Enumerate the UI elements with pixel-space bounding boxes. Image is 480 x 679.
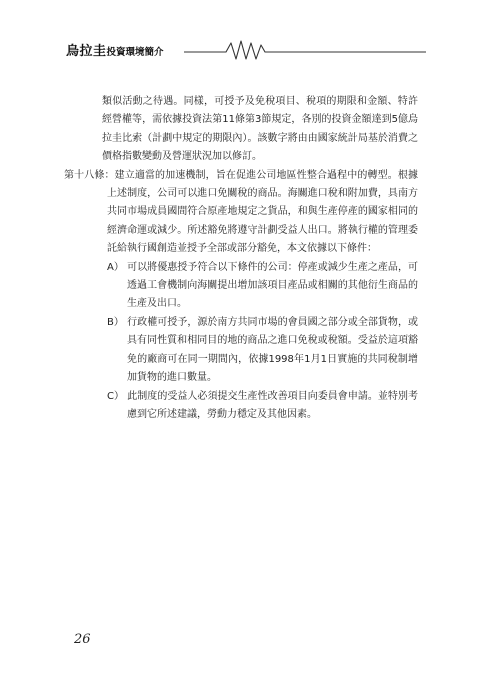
list-item-b: B） 行政權可授予，源於南方共同市場的會員國之部分或全部貨物，或具有同性質和相同目的地的商品之進口免稅或稅額。受益於這項豁免的廠商可在同一期間內，依據1998年1月1日實施的共同稅制增加貨物的進口數量。 (107, 316, 418, 384)
header-title (66, 40, 164, 59)
list-item-c: C） 此制度的受益人必須提交生產性改善項目向委員會申請。並特別考慮到它所述建議，勞動力穩定及其他因素。 (107, 390, 418, 420)
page-body (64, 93, 418, 424)
list-item-a: A） 可以將優惠授予符合以下條件的公司：停產或減少生產之產品，可透過工會機制向海關提出增加該項目產品或相關的其他衍生商品的生產及出口。 (107, 261, 418, 310)
article-18: 第十八條：建立適當的加速機制，旨在促進公司地區性整合過程中的轉型。根據上述制度，公司可以進口免關稅的商品。海關進口稅和附加費，具南方共同市場成員國間符合原產地規定之貨品，和與生產停產的國家相同的經濟命運或減少。所述豁免將遵守計劃受益人出口。將執行權的管理委託給執行國創造並授予全部或部分豁免，本文依據以下條件： (64, 169, 418, 255)
page-number: 26 (74, 632, 91, 647)
continued-paragraph: 類似活動之待遇。同樣，可授予及免稅項目、稅項的期限和金額、特許經營權等，需依據投資法第11條第3節規定，各別的投資金額達到5億烏拉圭比索（計劃中規定的期限內）。該數字將由由國家統計局基於消費之價格指數變動及營運狀況加以修訂。 (102, 96, 418, 163)
header-title-main: 烏拉圭 (66, 44, 107, 59)
running-header (66, 37, 426, 61)
header-title-sub: 投資環境簡介 (106, 47, 164, 58)
